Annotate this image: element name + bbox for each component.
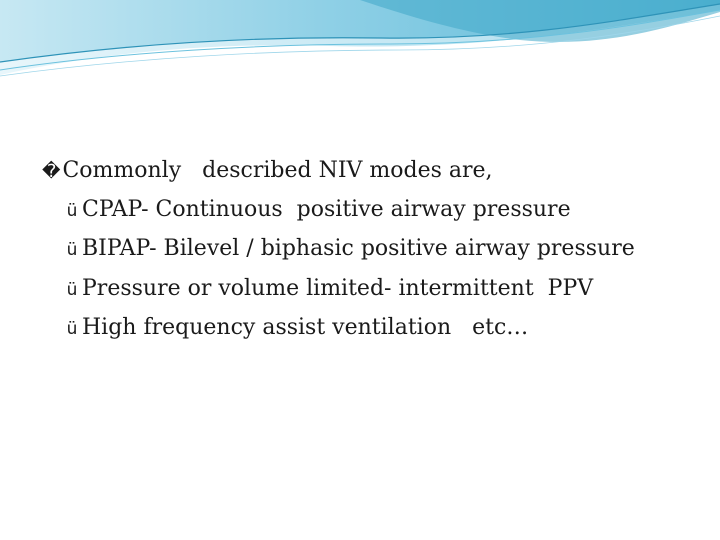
checkmark-icon: ü <box>66 279 78 300</box>
checkmark-icon: ü <box>66 240 78 260</box>
list-item-text: Pressure or volume limited- intermittent PPV <box>82 275 594 301</box>
list-item <box>62 270 702 310</box>
list-item <box>62 191 702 231</box>
checkmark-icon: ü <box>66 200 78 221</box>
list-item-text: CPAP- Continuous positive airway pressure <box>82 196 571 222</box>
intro-line <box>42 152 702 191</box>
list-item-text: BIPAP- Bilevel / biphasic positive airway pressure <box>82 236 635 261</box>
header-wave-decoration <box>0 0 720 90</box>
list-item <box>62 309 702 349</box>
bullet-replacement-glyph: � <box>42 161 61 182</box>
bullet-list <box>42 152 702 349</box>
list-item <box>62 230 702 270</box>
checkmark-icon: ü <box>66 319 78 339</box>
list-item-text: High frequency assist ventilation etc… <box>82 315 529 340</box>
intro-text: Commonly described NIV modes are, <box>62 158 493 183</box>
